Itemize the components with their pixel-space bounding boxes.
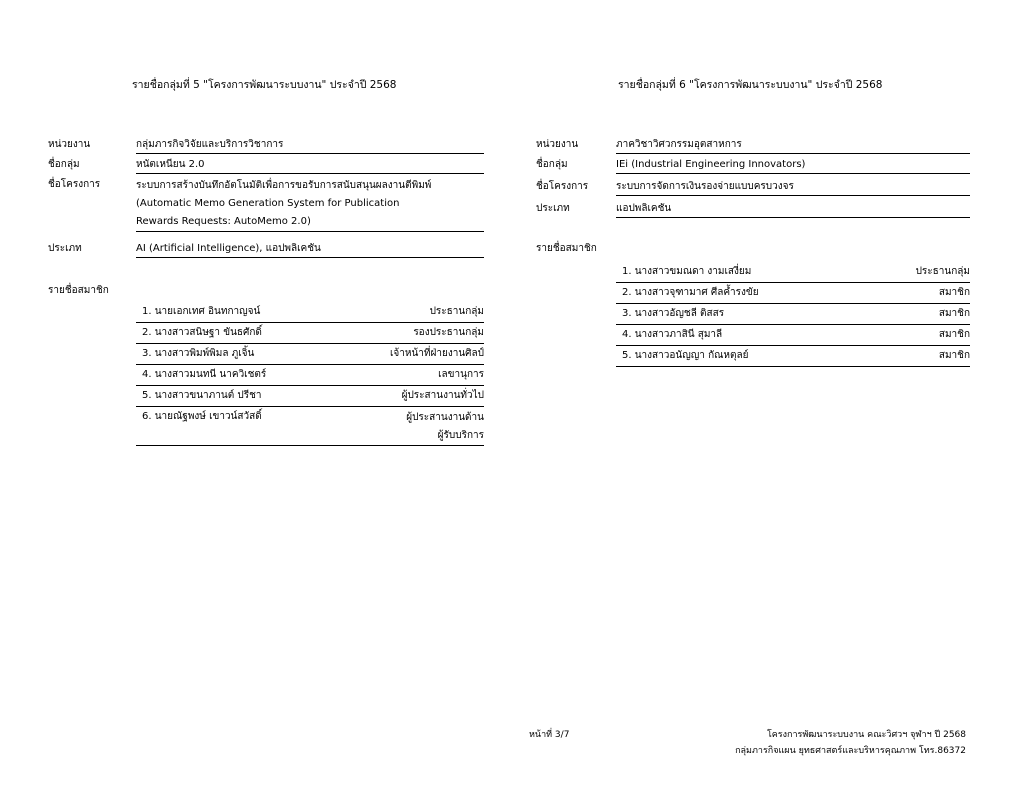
footer-line: กลุ่มภารกิจแผน ยุทธศาสตร์และบริหารคุณภาพ โทร.86372	[735, 746, 966, 756]
project-row	[48, 177, 484, 227]
member-role: เจ้าหน้าที่ฝ่ายงานศิลป์	[389, 348, 484, 359]
agency-label: หน่วยงาน	[48, 139, 91, 150]
member-role: รองประธานกลุ่ม	[413, 327, 484, 338]
type-label: ประเภท	[48, 243, 82, 254]
members-list	[136, 302, 484, 446]
type-value: แอปพลิเคชัน	[616, 201, 970, 218]
member-role: ผู้ประสานงานทั่วไป	[401, 390, 484, 401]
project-value: ระบบการจัดการเงินรองจ่ายแบบครบวงจร	[616, 179, 970, 196]
agency-row	[48, 137, 484, 153]
member-row	[616, 304, 970, 325]
project-value	[136, 177, 484, 232]
agency-value: ภาควิชาวิศวกรรมอุตสาหการ	[616, 137, 970, 154]
member-name: 4. นางสาวภาสินี สุมาลี	[622, 329, 723, 340]
agency-value: กลุ่มภารกิจวิจัยและบริการวิชาการ	[136, 137, 484, 154]
group-name-value: หนัตเหนียน 2.0	[136, 157, 484, 174]
member-row	[616, 346, 970, 367]
member-role	[406, 409, 484, 445]
member-role: สมาชิก	[938, 287, 970, 298]
group-name-label: ชื่อกลุ่ม	[536, 159, 568, 170]
member-row	[616, 325, 970, 346]
member-role: ประธานกลุ่ม	[429, 306, 484, 317]
member-row	[136, 365, 484, 386]
group-name-label: ชื่อกลุ่ม	[48, 159, 80, 170]
group-title: รายชื่อกลุ่มที่ 5 "โครงการพัฒนาระบบงาน" ประจำปี 2568	[132, 79, 397, 91]
member-name: 6. นายณัฐพงษ์ เขาวน์สวัสดิ์	[142, 411, 262, 422]
member-row	[616, 283, 970, 304]
member-name: 5. นางสาวขนาภานต์ ปรีชา	[142, 390, 262, 401]
member-role: สมาชิก	[938, 308, 970, 319]
footer-line: โครงการพัฒนาระบบงาน คณะวิศวฯ จุฬาฯ ปี 2568	[766, 730, 966, 740]
members-label: รายชื่อสมาชิก	[536, 243, 597, 254]
project-label: ชื่อโครงการ	[48, 179, 101, 190]
member-name: 2. นางสาวจุฑามาศ ศีลค้ำรงขัย	[622, 287, 759, 298]
member-role: ประธานกลุ่ม	[915, 266, 970, 277]
agency-label: หน่วยงาน	[536, 139, 579, 150]
member-name: 5. นางสาวอนัญญา กัณหตุลย์	[622, 350, 749, 361]
member-role: สมาชิก	[938, 350, 970, 361]
member-row	[136, 323, 484, 344]
project-line: (Automatic Memo Generation System for Publication	[136, 198, 400, 209]
type-row	[536, 201, 970, 217]
members-label: รายชื่อสมาชิก	[48, 285, 109, 296]
member-name: 1. นางสาวขมณดา งามเสงี่ยม	[622, 266, 752, 277]
member-role: สมาชิก	[938, 329, 970, 340]
member-row	[136, 386, 484, 407]
members-list	[616, 262, 970, 367]
page-number: หน้าที่ 3/7	[529, 730, 570, 740]
member-row	[136, 407, 484, 446]
member-role-line: ผู้รับบริการ	[437, 430, 484, 441]
type-row	[48, 241, 484, 257]
group-name-value: IEi (Industrial Engineering Innovators)	[616, 157, 970, 174]
project-row	[536, 179, 970, 195]
member-name: 3. นางสาวพิมพ์พิมล ภูเจิ้น	[142, 348, 255, 359]
member-row	[136, 302, 484, 323]
member-name: 1. นายเอกเทศ อินทกาญจน์	[142, 306, 261, 317]
group-name-row	[48, 157, 484, 173]
type-value: AI (Artificial Intelligence), แอปพลิเคชัน	[136, 241, 484, 258]
agency-row	[536, 137, 970, 153]
member-role: เลขานุการ	[438, 369, 484, 380]
member-row	[136, 344, 484, 365]
type-label: ประเภท	[536, 203, 570, 214]
group-title: รายชื่อกลุ่มที่ 6 "โครงการพัฒนาระบบงาน" ประจำปี 2568	[618, 79, 883, 91]
member-name: 3. นางสาวอัญชลี ติสสร	[622, 308, 725, 319]
group-name-row	[536, 157, 970, 173]
member-name: 2. นางสาวสนิษฐา ขันธศักดิ์	[142, 327, 262, 338]
footer-info	[735, 727, 966, 759]
member-name: 4. นางสาวมนทนี นาควิเชตร์	[142, 369, 267, 380]
member-row	[616, 262, 970, 283]
project-line: Rewards Requests: AutoMemo 2.0)	[136, 216, 311, 227]
project-label: ชื่อโครงการ	[536, 181, 589, 192]
project-line: ระบบการสร้างบันทึกอัตโนมัติเพื่อการขอรับการสนับสนุนผลงานตีพิมพ์	[136, 180, 432, 191]
member-role-line: ผู้ประสานงานด้าน	[406, 412, 484, 423]
